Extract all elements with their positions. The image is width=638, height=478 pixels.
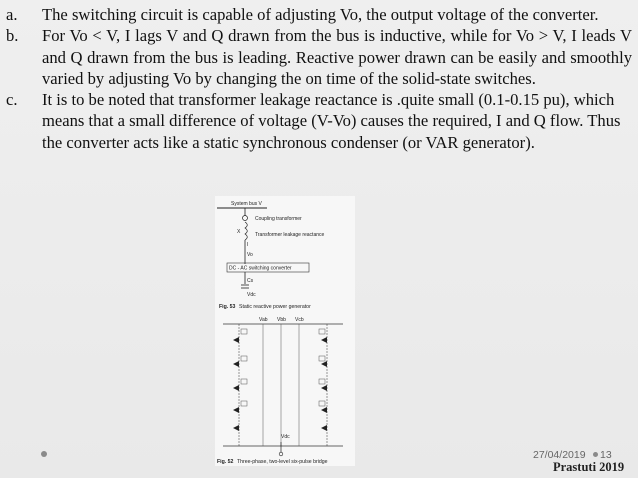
bridge-bottom-label: Vdc xyxy=(281,434,290,440)
vo-label: Vo xyxy=(247,252,253,258)
leakage-label: Transformer leakage reactance xyxy=(255,232,325,238)
circuit-figure xyxy=(215,196,355,466)
fig53-caption: Static reactive power generator xyxy=(239,304,311,310)
bridge-top-label: Vcb xyxy=(295,317,304,323)
reactance-symbol xyxy=(245,222,247,240)
list-marker: a. xyxy=(6,5,18,24)
vdc-label: Vdc xyxy=(247,292,256,298)
list-text: The switching circuit is capable of adjusting Vo, the output voltage of the converter. xyxy=(42,5,599,24)
x-label: X xyxy=(237,229,241,235)
bridge-top-label: Vab xyxy=(259,317,268,323)
list-text: For Vo < V, I lags V and Q drawn from the bus is inductive, while for Vo > V, I leads V and Q drawn from the bus is leading. Reactive power drawn can be easily and smoothly varied by adjusting Vo by changing the on time of the solid-state switches. xyxy=(42,26,632,88)
current-label: I xyxy=(247,242,249,248)
cs-label: Cs xyxy=(247,278,254,284)
bullet-dot-icon xyxy=(593,452,598,457)
switch-symbols xyxy=(241,329,325,406)
footer-brand: Prastuti 2019 xyxy=(553,460,625,474)
fig53-number: Fig. 53 xyxy=(219,304,236,310)
list-text: It is to be noted that transformer leakage reactance is .quite small (0.1-0.15 pu), which means that a small difference of voltage (V-Vo) causes the required, I and Q flow. Thus the converter acts like a static synchronous condenser (or VAR generator). xyxy=(42,90,621,152)
transformer-symbol xyxy=(243,216,248,221)
bridge-top-label: Vbb xyxy=(277,317,286,323)
list-item-b xyxy=(6,25,632,89)
list-item-a xyxy=(6,4,632,25)
footer-date: 27/04/2019 xyxy=(533,449,586,461)
page-number: 13 xyxy=(600,449,612,461)
list-marker: c. xyxy=(6,90,18,110)
coupling-label: Coupling transformer xyxy=(255,216,302,222)
bus-label: System bus V xyxy=(231,201,262,207)
circuit-diagram xyxy=(215,196,355,466)
bullet-dot-icon xyxy=(41,451,47,457)
fig52-number: Fig. 52 xyxy=(217,459,234,465)
bullet-list xyxy=(6,4,632,153)
converter-label: DC - AC switching converter xyxy=(229,265,292,272)
list-item-c xyxy=(6,89,632,153)
list-marker: b. xyxy=(6,26,19,46)
fig52-caption: Three-phase, two-level six-pulse bridge xyxy=(237,459,328,465)
